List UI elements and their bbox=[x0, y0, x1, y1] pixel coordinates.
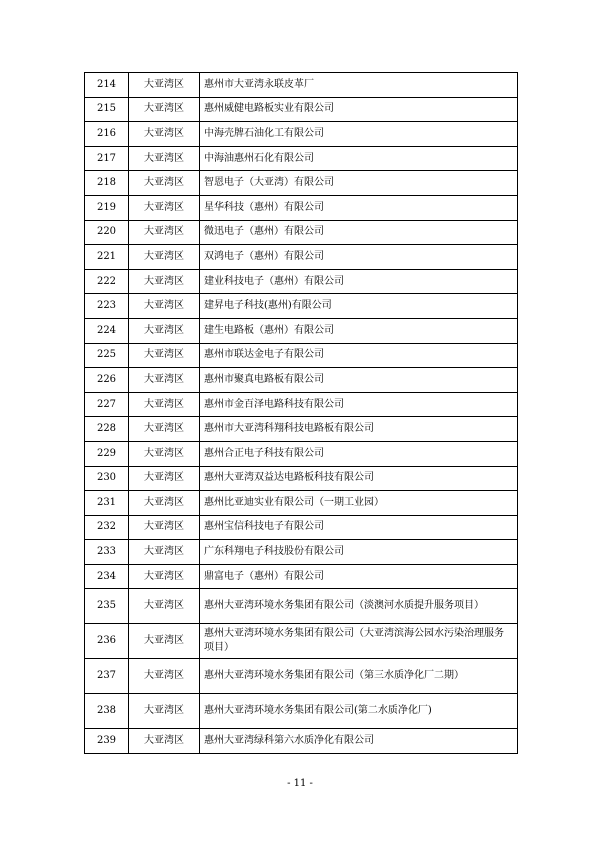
company-name-cell: 惠州比亚迪实业有限公司（一期工业园） bbox=[200, 491, 518, 516]
company-name-cell: 惠州市大亚湾科翔科技电路板有限公司 bbox=[200, 417, 518, 442]
row-number-cell: 220 bbox=[85, 220, 129, 245]
district-cell: 大亚湾区 bbox=[129, 392, 200, 417]
district-cell: 大亚湾区 bbox=[129, 97, 200, 122]
table-row bbox=[85, 564, 518, 589]
row-number-cell: 229 bbox=[85, 441, 129, 466]
company-name-cell: 惠州市联达金电子有限公司 bbox=[200, 343, 518, 368]
row-number-cell: 230 bbox=[85, 466, 129, 491]
table-row bbox=[85, 515, 518, 540]
company-name-cell: 惠州市聚真电路板有限公司 bbox=[200, 368, 518, 393]
district-cell: 大亚湾区 bbox=[129, 659, 200, 694]
row-number-cell: 225 bbox=[85, 343, 129, 368]
table-row bbox=[85, 73, 518, 98]
table-row bbox=[85, 417, 518, 442]
district-cell: 大亚湾区 bbox=[129, 624, 200, 659]
row-number-cell: 218 bbox=[85, 171, 129, 196]
district-cell: 大亚湾区 bbox=[129, 368, 200, 393]
table-row bbox=[85, 245, 518, 270]
district-cell: 大亚湾区 bbox=[129, 245, 200, 270]
table-row bbox=[85, 368, 518, 393]
row-number-cell: 224 bbox=[85, 318, 129, 343]
row-number-cell: 216 bbox=[85, 122, 129, 147]
company-name-cell: 微迅电子（惠州）有限公司 bbox=[200, 220, 518, 245]
company-name-cell: 中海壳牌石油化工有限公司 bbox=[200, 122, 518, 147]
row-number-cell: 232 bbox=[85, 515, 129, 540]
company-name-cell: 广东科翔电子科技股份有限公司 bbox=[200, 540, 518, 565]
row-number-cell: 239 bbox=[85, 729, 129, 754]
company-name-cell: 智恩电子（大亚湾）有限公司 bbox=[200, 171, 518, 196]
table-row bbox=[85, 659, 518, 694]
district-cell: 大亚湾区 bbox=[129, 73, 200, 98]
table-row bbox=[85, 146, 518, 171]
table-row bbox=[85, 491, 518, 516]
row-number-cell: 223 bbox=[85, 294, 129, 319]
company-name-cell: 星华科技（惠州）有限公司 bbox=[200, 195, 518, 220]
table-row bbox=[85, 97, 518, 122]
table-row bbox=[85, 441, 518, 466]
row-number-cell: 235 bbox=[85, 589, 129, 624]
table-row bbox=[85, 589, 518, 624]
row-number-cell: 217 bbox=[85, 146, 129, 171]
district-cell: 大亚湾区 bbox=[129, 441, 200, 466]
table-row bbox=[85, 466, 518, 491]
district-cell: 大亚湾区 bbox=[129, 589, 200, 624]
enterprise-table-body bbox=[85, 73, 518, 754]
row-number-cell: 221 bbox=[85, 245, 129, 270]
row-number-cell: 215 bbox=[85, 97, 129, 122]
row-number-cell: 228 bbox=[85, 417, 129, 442]
company-name-cell: 惠州大亚湾双益达电路板科技有限公司 bbox=[200, 466, 518, 491]
row-number-cell: 234 bbox=[85, 564, 129, 589]
table-row bbox=[85, 343, 518, 368]
row-number-cell: 236 bbox=[85, 624, 129, 659]
company-name-cell: 惠州市金百泽电路科技有限公司 bbox=[200, 392, 518, 417]
row-number-cell: 226 bbox=[85, 368, 129, 393]
company-name-cell: 惠州大亚湾环境水务集团有限公司（大亚湾滨海公园水污染治理服务项目） bbox=[200, 624, 518, 659]
district-cell: 大亚湾区 bbox=[129, 318, 200, 343]
company-name-cell: 鼎富电子（惠州）有限公司 bbox=[200, 564, 518, 589]
enterprise-table bbox=[84, 72, 518, 754]
district-cell: 大亚湾区 bbox=[129, 417, 200, 442]
district-cell: 大亚湾区 bbox=[129, 294, 200, 319]
table-row bbox=[85, 729, 518, 754]
row-number-cell: 214 bbox=[85, 73, 129, 98]
district-cell: 大亚湾区 bbox=[129, 269, 200, 294]
company-name-cell: 惠州威健电路板实业有限公司 bbox=[200, 97, 518, 122]
table-row bbox=[85, 294, 518, 319]
district-cell: 大亚湾区 bbox=[129, 195, 200, 220]
district-cell: 大亚湾区 bbox=[129, 694, 200, 729]
table-row bbox=[85, 269, 518, 294]
district-cell: 大亚湾区 bbox=[129, 729, 200, 754]
table-row bbox=[85, 624, 518, 659]
row-number-cell: 238 bbox=[85, 694, 129, 729]
district-cell: 大亚湾区 bbox=[129, 122, 200, 147]
district-cell: 大亚湾区 bbox=[129, 171, 200, 196]
company-name-cell: 惠州市大亚湾永联皮革厂 bbox=[200, 73, 518, 98]
company-name-cell: 惠州宝信科技电子有限公司 bbox=[200, 515, 518, 540]
company-name-cell: 中海油惠州石化有限公司 bbox=[200, 146, 518, 171]
district-cell: 大亚湾区 bbox=[129, 343, 200, 368]
table-row bbox=[85, 220, 518, 245]
table-row bbox=[85, 195, 518, 220]
row-number-cell: 231 bbox=[85, 491, 129, 516]
company-name-cell: 惠州大亚湾环境水务集团有限公司（第三水质净化厂二期） bbox=[200, 659, 518, 694]
company-name-cell: 建生电路板（惠州）有限公司 bbox=[200, 318, 518, 343]
row-number-cell: 233 bbox=[85, 540, 129, 565]
row-number-cell: 237 bbox=[85, 659, 129, 694]
table-row bbox=[85, 694, 518, 729]
row-number-cell: 222 bbox=[85, 269, 129, 294]
district-cell: 大亚湾区 bbox=[129, 146, 200, 171]
company-name-cell: 建昇电子科技(惠州)有限公司 bbox=[200, 294, 518, 319]
district-cell: 大亚湾区 bbox=[129, 466, 200, 491]
table-row bbox=[85, 122, 518, 147]
table-row bbox=[85, 318, 518, 343]
company-name-cell: 建业科技电子（惠州）有限公司 bbox=[200, 269, 518, 294]
district-cell: 大亚湾区 bbox=[129, 491, 200, 516]
table-row bbox=[85, 540, 518, 565]
company-name-cell: 惠州大亚湾环境水务集团有限公司(第二水质净化厂) bbox=[200, 694, 518, 729]
company-name-cell: 惠州合正电子科技有限公司 bbox=[200, 441, 518, 466]
district-cell: 大亚湾区 bbox=[129, 564, 200, 589]
district-cell: 大亚湾区 bbox=[129, 515, 200, 540]
company-name-cell: 惠州大亚湾环境水务集团有限公司（淡澳河水质提升服务项目） bbox=[200, 589, 518, 624]
table-row bbox=[85, 392, 518, 417]
page-number: - 11 - bbox=[287, 778, 313, 789]
row-number-cell: 227 bbox=[85, 392, 129, 417]
company-name-cell: 双鸿电子（惠州）有限公司 bbox=[200, 245, 518, 270]
table-row bbox=[85, 171, 518, 196]
district-cell: 大亚湾区 bbox=[129, 540, 200, 565]
district-cell: 大亚湾区 bbox=[129, 220, 200, 245]
company-name-cell: 惠州大亚湾绿科第六水质净化有限公司 bbox=[200, 729, 518, 754]
row-number-cell: 219 bbox=[85, 195, 129, 220]
